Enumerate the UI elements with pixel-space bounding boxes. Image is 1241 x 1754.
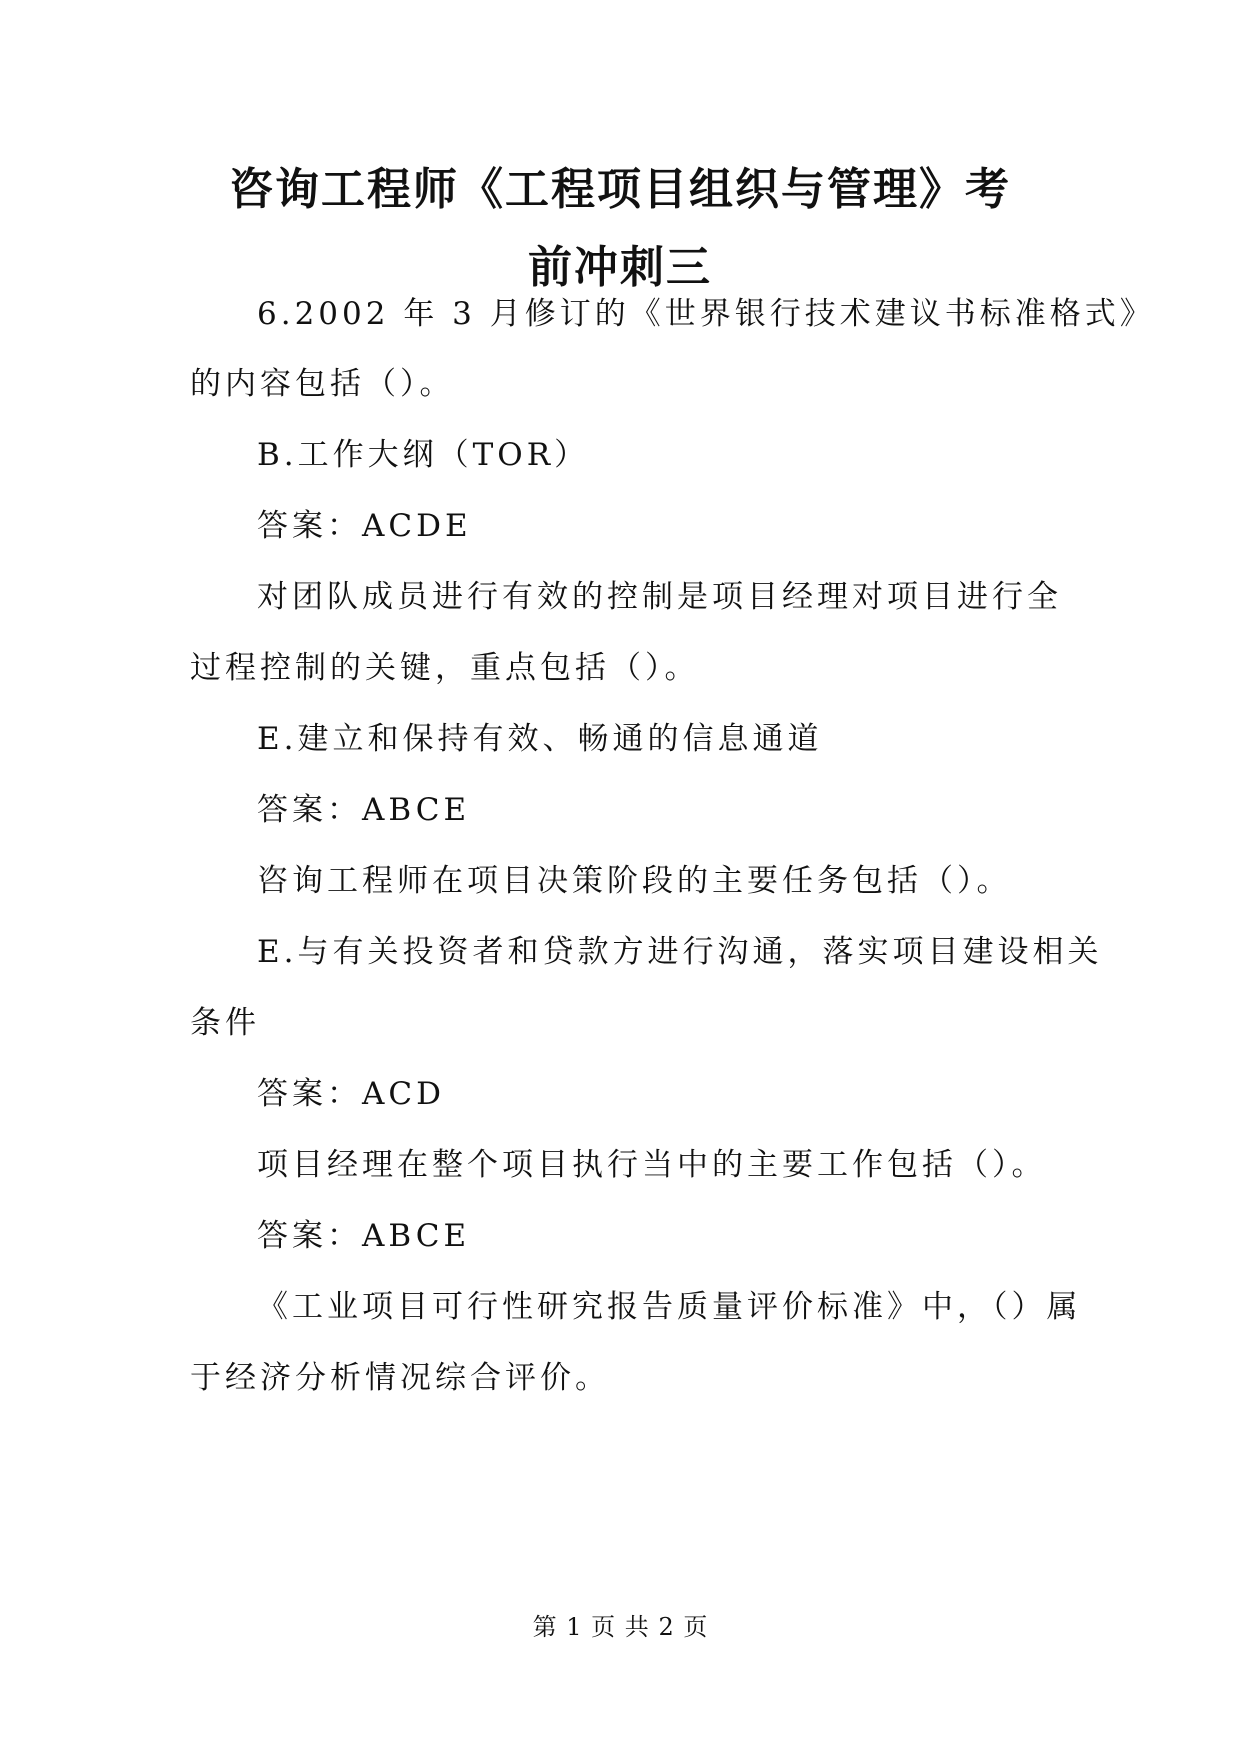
- question-10-text-cont: 于经济分析情况综合评价。: [190, 1360, 610, 1396]
- question-6-text-cont: 的内容包括（）。: [190, 366, 455, 402]
- question-6-text: 6.2002 年 3 月修订的《世界银行技术建议书标准格式》: [257, 296, 1155, 332]
- question-7-text: 对团队成员进行有效的控制是项目经理对项目进行全: [257, 579, 1062, 615]
- question-8-answer: 答案：ACD: [257, 1076, 445, 1112]
- question-9-answer: 答案：ABCE: [257, 1218, 471, 1254]
- question-7-answer: 答案：ABCE: [257, 792, 471, 828]
- question-6-option-b: B.工作大纲（TOR）: [257, 437, 590, 473]
- page-number-footer: 第 1 页 共 2 页: [532, 1613, 709, 1641]
- question-7-text-cont: 过程控制的关键，重点包括（）。: [190, 650, 700, 686]
- question-8-text: 咨询工程师在项目决策阶段的主要任务包括（）。: [257, 863, 1012, 899]
- question-8-option-e-cont: 条件: [190, 1005, 260, 1041]
- question-9-text: 项目经理在整个项目执行当中的主要工作包括（）。: [257, 1147, 1047, 1183]
- document-title-line-2: 前冲刺三: [528, 242, 712, 293]
- question-8-option-e: E.与有关投资者和贷款方进行沟通，落实项目建设相关: [257, 934, 1103, 970]
- document-title-line-1: 咨询工程师《工程项目组织与管理》考: [229, 164, 1011, 215]
- question-7-option-e: E.建立和保持有效、畅通的信息通道: [257, 721, 823, 757]
- question-6-answer: 答案：ACDE: [257, 508, 472, 544]
- question-10-text: 《工业项目可行性研究报告质量评价标准》中，（）属: [257, 1289, 1082, 1325]
